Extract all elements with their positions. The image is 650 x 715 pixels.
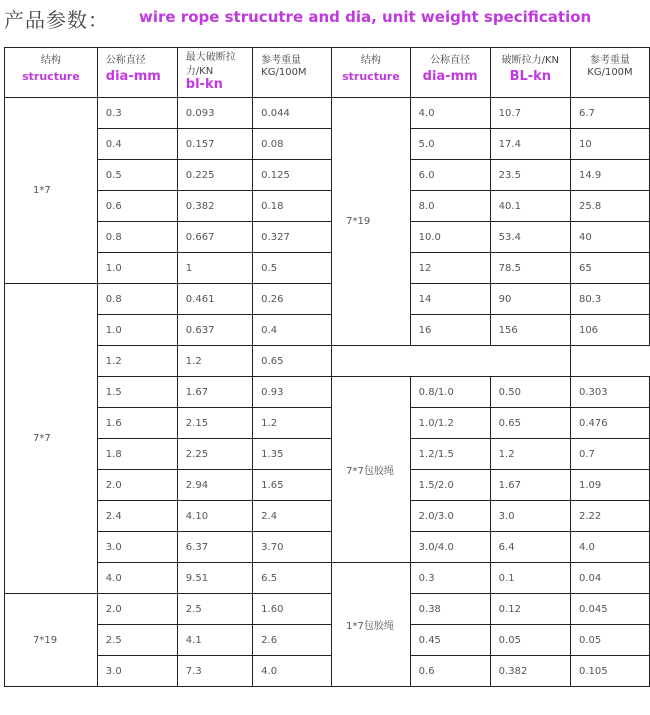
- dia-cell: 2.4: [97, 501, 177, 532]
- breaking-load-cell: 1.67: [490, 470, 570, 501]
- weight-cell: 25.8: [570, 191, 649, 222]
- weight-cell: 14.9: [570, 160, 649, 191]
- header-bl-right-cn: 破断拉力/KN: [501, 55, 560, 66]
- breaking-load-cell: 23.5: [490, 160, 570, 191]
- breaking-load-cell: 0.12: [490, 594, 570, 625]
- dia-cell: 2.0/3.0: [410, 501, 490, 532]
- breaking-load-cell: 78.5: [490, 253, 570, 284]
- weight-cell: 0.04: [570, 563, 649, 594]
- breaking-load-cell: 2.15: [177, 408, 252, 439]
- weight-cell: 0.303: [570, 377, 649, 408]
- dia-cell: 0.38: [410, 594, 490, 625]
- dia-cell: 14: [410, 284, 490, 315]
- breaking-load-cell: 0.382: [490, 656, 570, 687]
- table-row: [5, 501, 650, 532]
- dia-cell: 0.45: [410, 625, 490, 656]
- breaking-load-cell: 156: [490, 315, 570, 346]
- structure-cell: 1*7包胶绳: [332, 563, 411, 687]
- header-structure-cn: 结构: [40, 55, 61, 66]
- table-row: [5, 594, 650, 625]
- table-row: [5, 439, 650, 470]
- dia-cell: 4.0: [97, 563, 177, 594]
- weight-cell: 10: [570, 129, 649, 160]
- weight-cell: 1.2: [253, 408, 332, 439]
- dia-cell: 12: [410, 253, 490, 284]
- breaking-load-cell: 0.382: [177, 191, 252, 222]
- table-row: [5, 346, 650, 377]
- table-row: [5, 315, 650, 346]
- dia-cell: 5.0: [410, 129, 490, 160]
- breaking-load-cell: 0.637: [177, 315, 252, 346]
- dia-cell: 16: [410, 315, 490, 346]
- structure-cell: 7*7包胶绳: [332, 377, 411, 563]
- header-dia-cn: 公称直径: [430, 55, 471, 66]
- header-weight-left: [253, 48, 332, 98]
- weight-cell: 4.0: [253, 656, 332, 687]
- header-dia-right: [410, 48, 490, 98]
- dia-cell: 1.0/1.2: [410, 408, 490, 439]
- weight-cell: 0.125: [253, 160, 332, 191]
- weight-cell: 65: [570, 253, 649, 284]
- weight-cell: 2.22: [570, 501, 649, 532]
- breaking-load-cell: 0.667: [177, 222, 252, 253]
- header-structure-cn: 结构: [360, 55, 381, 66]
- breaking-load-cell: 3.0: [490, 501, 570, 532]
- dia-cell: 0.6: [410, 656, 490, 687]
- header-bl-right-en: BL-kn: [509, 69, 552, 84]
- table-row: [5, 222, 650, 253]
- weight-cell: 4.0: [570, 532, 649, 563]
- weight-cell: 6.7: [570, 98, 649, 129]
- table-row: [5, 377, 650, 408]
- weight-cell: 0.5: [253, 253, 332, 284]
- dia-cell: 2.0: [97, 594, 177, 625]
- table-row: [5, 129, 650, 160]
- weight-cell: 2.4: [253, 501, 332, 532]
- breaking-load-cell: 4.1: [177, 625, 252, 656]
- dia-cell: 0.6: [97, 191, 177, 222]
- table-row: [5, 470, 650, 501]
- header-structure-left: [5, 48, 98, 98]
- header-structure-right: [332, 48, 411, 98]
- structure-cell: 7*19: [332, 98, 411, 346]
- weight-cell: 0.18: [253, 191, 332, 222]
- header-weight-unit: KG/100M: [587, 67, 633, 78]
- weight-cell: 0.05: [570, 625, 649, 656]
- breaking-load-cell: 0.1: [490, 563, 570, 594]
- dia-cell: 4.0: [410, 98, 490, 129]
- breaking-load-cell: 0.157: [177, 129, 252, 160]
- dia-cell: 6.0: [410, 160, 490, 191]
- dia-cell: 1.5/2.0: [410, 470, 490, 501]
- breaking-load-cell: 0.225: [177, 160, 252, 191]
- header-dia-en: dia-mm: [105, 69, 161, 84]
- dia-cell: 3.0: [97, 532, 177, 563]
- weight-cell: 0.105: [570, 656, 649, 687]
- weight-cell: 6.5: [253, 563, 332, 594]
- breaking-load-cell: 0.05: [490, 625, 570, 656]
- breaking-load-cell: 0.65: [490, 408, 570, 439]
- weight-cell: 0.7: [570, 439, 649, 470]
- weight-cell: 1.09: [570, 470, 649, 501]
- header-bl-en: bl-kn: [185, 77, 223, 92]
- breaking-load-cell: 9.51: [177, 563, 252, 594]
- dia-cell: 3.0: [97, 656, 177, 687]
- breaking-load-cell: 6.4: [490, 532, 570, 563]
- header-weight-right: [570, 48, 649, 98]
- breaking-load-cell: 40.1: [490, 191, 570, 222]
- header-structure-en: structure: [342, 70, 400, 83]
- table-row: [5, 656, 650, 687]
- breaking-load-cell: 2.25: [177, 439, 252, 470]
- header-bl-right: [490, 48, 570, 98]
- table-row: [5, 253, 650, 284]
- header-weight-cn: 参考重量: [261, 55, 302, 66]
- breaking-load-cell: 2.5: [177, 594, 252, 625]
- page-title-cn: 产品参数：: [4, 8, 109, 32]
- breaking-load-cell: 6.37: [177, 532, 252, 563]
- weight-cell: 3.70: [253, 532, 332, 563]
- weight-cell: 0.08: [253, 129, 332, 160]
- table-row: [5, 160, 650, 191]
- header-dia-left: [97, 48, 177, 98]
- dia-cell: 0.8: [97, 284, 177, 315]
- table-header-row: [5, 48, 650, 98]
- breaking-load-cell: 1: [177, 253, 252, 284]
- structure-cell: 7*7: [5, 284, 98, 594]
- table-row: [5, 98, 650, 129]
- weight-cell: 40: [570, 222, 649, 253]
- weight-cell: 0.26: [253, 284, 332, 315]
- breaking-load-cell: 1.67: [177, 377, 252, 408]
- dia-cell: 0.3: [97, 98, 177, 129]
- breaking-load-cell: 1.2: [490, 439, 570, 470]
- dia-cell: 2.5: [97, 625, 177, 656]
- page-title-en: wire rope strucutre and dia, unit weight specification: [139, 8, 592, 26]
- table-row: [5, 284, 650, 315]
- breaking-load-cell: 0.50: [490, 377, 570, 408]
- weight-cell: 80.3: [570, 284, 649, 315]
- weight-cell: 0.476: [570, 408, 649, 439]
- header-dia-en: dia-mm: [422, 69, 478, 84]
- dia-cell: 1.0: [97, 253, 177, 284]
- dia-cell: 0.8/1.0: [410, 377, 490, 408]
- dia-cell: 1.2: [97, 346, 177, 377]
- dia-cell: 8.0: [410, 191, 490, 222]
- page-header: [0, 0, 650, 44]
- dia-cell: 1.6: [97, 408, 177, 439]
- weight-cell: 0.4: [253, 315, 332, 346]
- weight-cell: 2.6: [253, 625, 332, 656]
- dia-cell: 2.0: [97, 470, 177, 501]
- weight-cell: 0.327: [253, 222, 332, 253]
- header-dia-cn: 公称直径: [105, 55, 146, 66]
- weight-cell: 0.044: [253, 98, 332, 129]
- dia-cell: 0.8: [97, 222, 177, 253]
- breaking-load-cell: 90: [490, 284, 570, 315]
- header-bl-left: [177, 48, 252, 98]
- breaking-load-cell: 10.7: [490, 98, 570, 129]
- dia-cell: 1.8: [97, 439, 177, 470]
- table-row: [5, 408, 650, 439]
- header-weight-cn: 参考重量: [589, 55, 630, 66]
- weight-cell: 106: [570, 315, 649, 346]
- breaking-load-cell: 0.461: [177, 284, 252, 315]
- table-row: [5, 563, 650, 594]
- weight-cell: 0.65: [253, 346, 332, 377]
- breaking-load-cell: 53.4: [490, 222, 570, 253]
- weight-cell: 1.65: [253, 470, 332, 501]
- dia-cell: 0.5: [97, 160, 177, 191]
- empty-cell: [332, 346, 571, 377]
- spec-table: [4, 47, 650, 687]
- spec-table-body: [5, 48, 650, 687]
- dia-cell: 0.4: [97, 129, 177, 160]
- breaking-load-cell: 0.093: [177, 98, 252, 129]
- header-structure-en: structure: [22, 70, 80, 83]
- dia-cell: 3.0/4.0: [410, 532, 490, 563]
- weight-cell: 0.93: [253, 377, 332, 408]
- dia-cell: 1.5: [97, 377, 177, 408]
- table-row: [5, 625, 650, 656]
- dia-cell: 1.0: [97, 315, 177, 346]
- weight-cell: 1.35: [253, 439, 332, 470]
- weight-cell: 1.60: [253, 594, 332, 625]
- header-bl-cn: 最大破断拉力/KN: [185, 52, 236, 77]
- breaking-load-cell: 2.94: [177, 470, 252, 501]
- dia-cell: 0.3: [410, 563, 490, 594]
- table-row: [5, 532, 650, 563]
- breaking-load-cell: 1.2: [177, 346, 252, 377]
- dia-cell: 1.2/1.5: [410, 439, 490, 470]
- breaking-load-cell: 7.3: [177, 656, 252, 687]
- header-weight-unit: KG/100M: [261, 67, 307, 78]
- breaking-load-cell: 17.4: [490, 129, 570, 160]
- dia-cell: 10.0: [410, 222, 490, 253]
- table-row: [5, 191, 650, 222]
- structure-cell: 7*19: [5, 594, 98, 687]
- weight-cell: 0.045: [570, 594, 649, 625]
- breaking-load-cell: 4.10: [177, 501, 252, 532]
- structure-cell: 1*7: [5, 98, 98, 284]
